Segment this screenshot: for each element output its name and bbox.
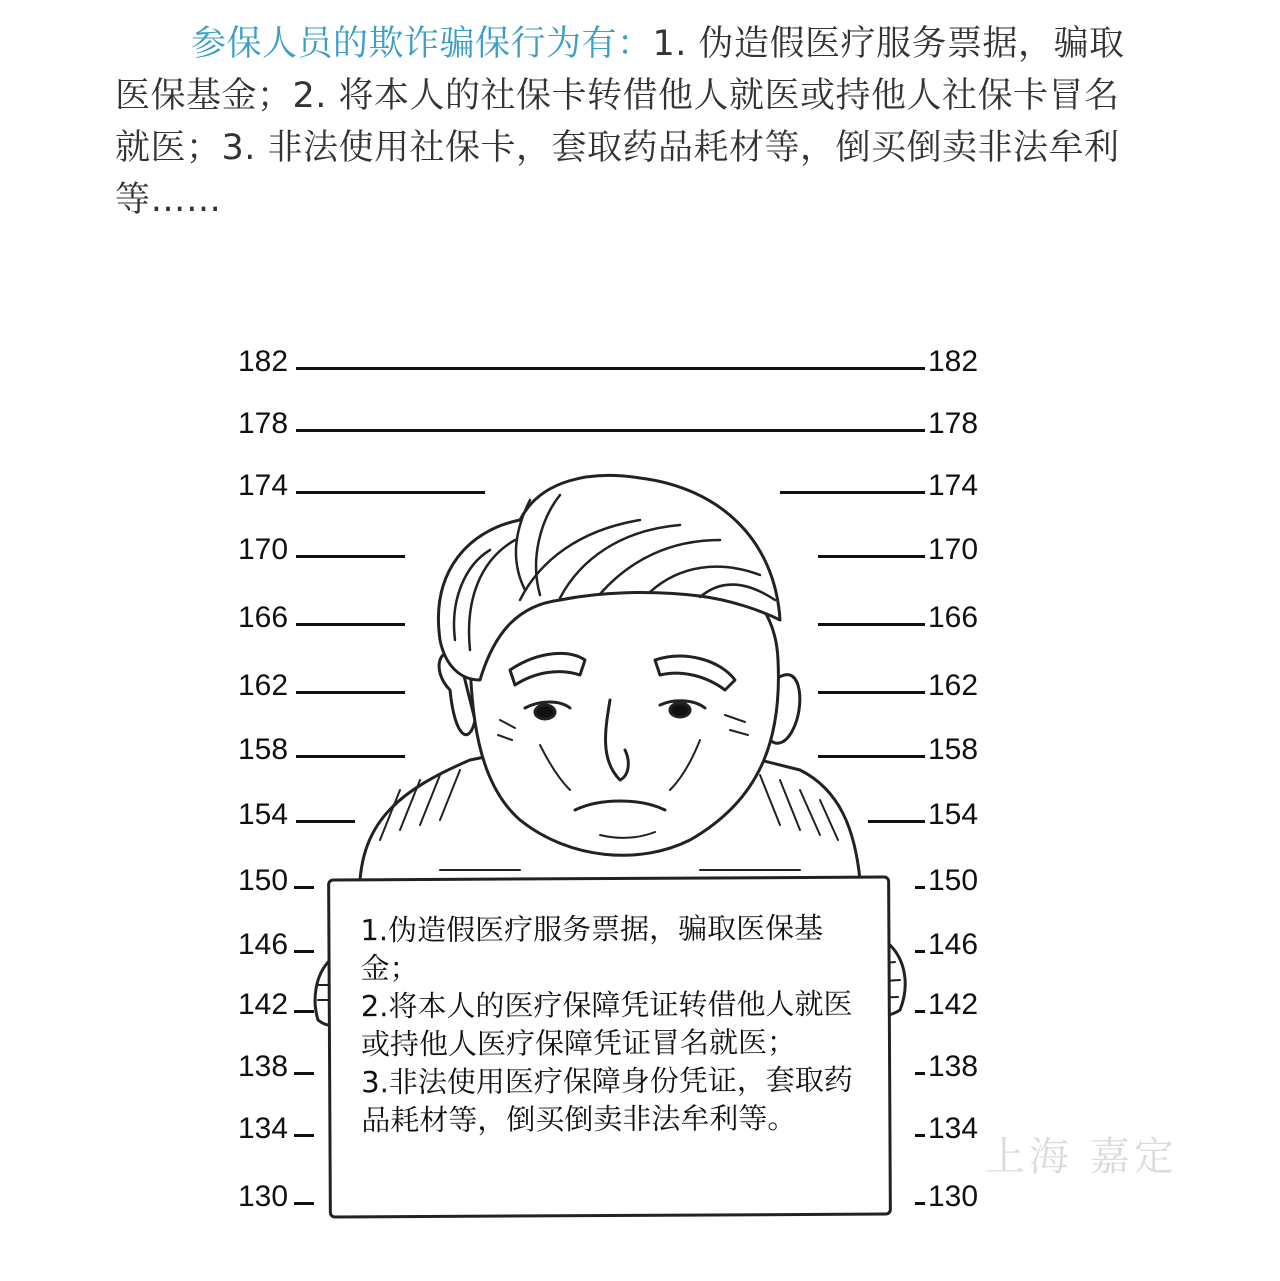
scale-label-left: 154 [238,798,289,831]
scale-label-right: 182 [928,345,979,378]
intro-lead: 参保人员的欺诈骗保行为有： [191,24,653,64]
scale-label-left: 134 [238,1112,289,1145]
placard-text [360,909,881,1140]
scale-label-right: 142 [928,988,979,1021]
scale-label-right: 162 [928,669,979,702]
scale-label-left: 166 [238,601,289,634]
scale-label-left: 146 [238,928,289,961]
scale-label-left: 158 [238,733,289,766]
placard-item-2: 2.将本人的医疗保障凭证转借他人就医或持他人医疗保障凭证冒名就医； [360,986,853,1062]
scale-label-right: 158 [928,733,979,766]
scale-label-left: 130 [238,1180,289,1213]
scale-label-left: 178 [238,407,289,440]
scale-label-left: 162 [238,669,289,702]
scale-label-right: 146 [928,928,979,961]
scale-label-right: 138 [928,1050,979,1083]
intro-body: 1. 伪造假医疗服务票据，骗取医保基金；2. 将本人的社保卡转借他人就医或持他人社保卡冒名就医；3. 非法使用社保卡，套取药品耗材等，倒买倒卖非法牟利等…… [115,24,1125,220]
right-eye [670,703,690,717]
scale-label-right: 150 [928,864,979,897]
scale-label-right: 130 [928,1180,979,1213]
scale-label-left: 150 [238,864,289,897]
scale-label-right: 170 [928,533,979,566]
scale-label-left: 174 [238,469,289,502]
scale-label-right: 174 [928,469,979,502]
scale-label-right: 166 [928,601,979,634]
placard-item-1: 1.伪造假医疗服务票据，骗取医保基金； [360,910,824,986]
scale-label-left: 142 [238,988,289,1021]
scale-label-left: 182 [238,345,289,378]
placard [327,876,892,1219]
scale-label-right: 134 [928,1112,979,1145]
watermark: 上海 嘉定 [985,1134,1178,1180]
left-eye [535,705,555,719]
scale-label-left: 170 [238,533,289,566]
placard-item-3: 3.非法使用医疗保障身份凭证，套取药品耗材等，倒买倒卖非法牟利等。 [361,1062,853,1138]
scale-label-right: 154 [928,798,979,831]
scale-label-right: 178 [928,407,979,440]
scale-label-left: 138 [238,1050,289,1083]
